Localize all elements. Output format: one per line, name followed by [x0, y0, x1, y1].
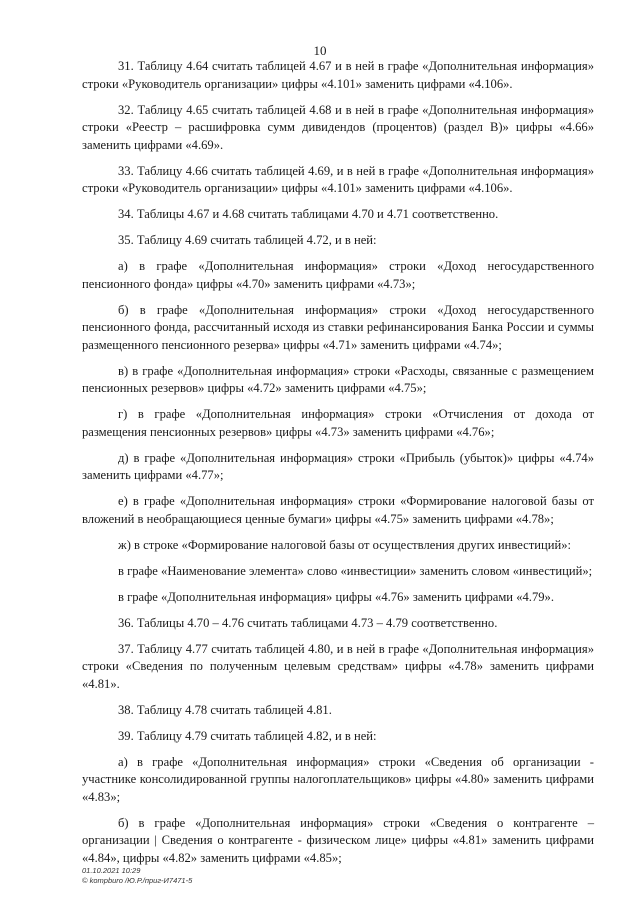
- paragraph-35-zh-2: в графе «Дополнительная информация» цифры «4.76» заменить цифрами «4.79».: [118, 589, 554, 604]
- paragraph-35-a: а) в графе «Дополнительная информация» строки «Доход негосударственного пенсионного фонда» цифры «4.70» заменить цифрами «4.73»;: [82, 259, 594, 291]
- paragraph-35-e: е) в графе «Дополнительная информация» строки «Формирование налоговой базы от вложений в необращающиеся ценные бумаги» цифры «4.75» заменить цифрами «4.78»;: [82, 494, 594, 526]
- document-footer: [82, 866, 192, 885]
- paragraph-35-zh-1: в графе «Наименование элемента» слово «инвестиции» заменить словом «инвестиций»;: [118, 563, 593, 578]
- paragraph-35-b: б) в графе «Дополнительная информация» строки «Доход негосударственного пенсионного фонда, рассчитанный исходя из ставки рефинансирования Банка России и суммы размещенного пенсионного резерва» цифры «4.71» заменить цифрами «4.74»;: [82, 302, 594, 352]
- paragraph-35-d: д) в графе «Дополнительная информация» строки «Прибыль (убыток)» цифры «4.74» заменить цифрами «4.77»;: [82, 450, 594, 482]
- paragraph-35-v: в) в графе «Дополнительная информация» строки «Расходы, связанные с размещением пенсионных резервов» цифры «4.72» заменить цифрами «4.75»;: [82, 363, 594, 395]
- paragraph-35: 35. Таблицу 4.69 считать таблицей 4.72, и в ней:: [118, 233, 377, 247]
- paragraph-34: 34. Таблицы 4.67 и 4.68 считать таблицами 4.70 и 4.71 соответственно.: [118, 207, 499, 221]
- paragraph-39-b: б) в графе «Дополнительная информация» строки «Сведения о контрагенте – организации | Сведения о контрагенте - физическом лице» цифры «4.81» заменить цифрами «4.84», цифры «4.82» заменить цифрами «4.85»;: [82, 815, 594, 865]
- paragraph-37: 37. Таблицу 4.77 считать таблицей 4.80, и в ней в графе «Дополнительная информация» строки «Сведения по полученным целевым средствам» цифры «4.78» заменить цифрами «4.81».: [82, 641, 594, 691]
- document-body: [82, 58, 594, 876]
- paragraph-39: 39. Таблицу 4.79 считать таблицей 4.82, и в ней:: [118, 728, 377, 743]
- paragraph-38: 38. Таблицу 4.78 считать таблицей 4.81.: [118, 702, 332, 717]
- footer-timestamp: 01.10.2021 10:29: [82, 866, 141, 875]
- paragraph-35-zh: ж) в строке «Формирование налоговой базы от осуществления других инвестиций»:: [118, 537, 572, 552]
- footer-source: © kompburo /Ю.Р./приг-И7471-5: [82, 875, 193, 885]
- page-number: 10: [313, 43, 327, 58]
- paragraph-35-g: г) в графе «Дополнительная информация» строки «Отчисления от дохода от размещения пенсионных резервов» цифры «4.73» заменить цифрами «4.76»;: [82, 407, 594, 439]
- paragraph-33: 33. Таблицу 4.66 считать таблицей 4.69, и в ней в графе «Дополнительная информация» строки «Руководитель организации» цифры «4.101» заменить цифрами «4.106».: [82, 163, 594, 195]
- paragraph-36: 36. Таблицы 4.70 – 4.76 считать таблицами 4.73 – 4.79 соответственно.: [118, 615, 498, 630]
- paragraph-39-a: а) в графе «Дополнительная информация» строки «Сведения об организации - участнике консолидированной группы налогоплательщиков» цифры «4.80» заменить цифрами «4.83»;: [82, 754, 594, 804]
- paragraph-32: 32. Таблицу 4.65 считать таблицей 4.68 и в ней в графе «Дополнительная информация» строки «Реестр – расшифровка сумм дивидендов (процентов) (раздел В)» цифры «4.66» заменить цифрами «4.69».: [82, 102, 594, 152]
- paragraph-31: 31. Таблицу 4.64 считать таблицей 4.67 и в ней в графе «Дополнительная информация» строки «Руководитель организации» цифры «4.101» заменить цифрами «4.106».: [82, 59, 594, 91]
